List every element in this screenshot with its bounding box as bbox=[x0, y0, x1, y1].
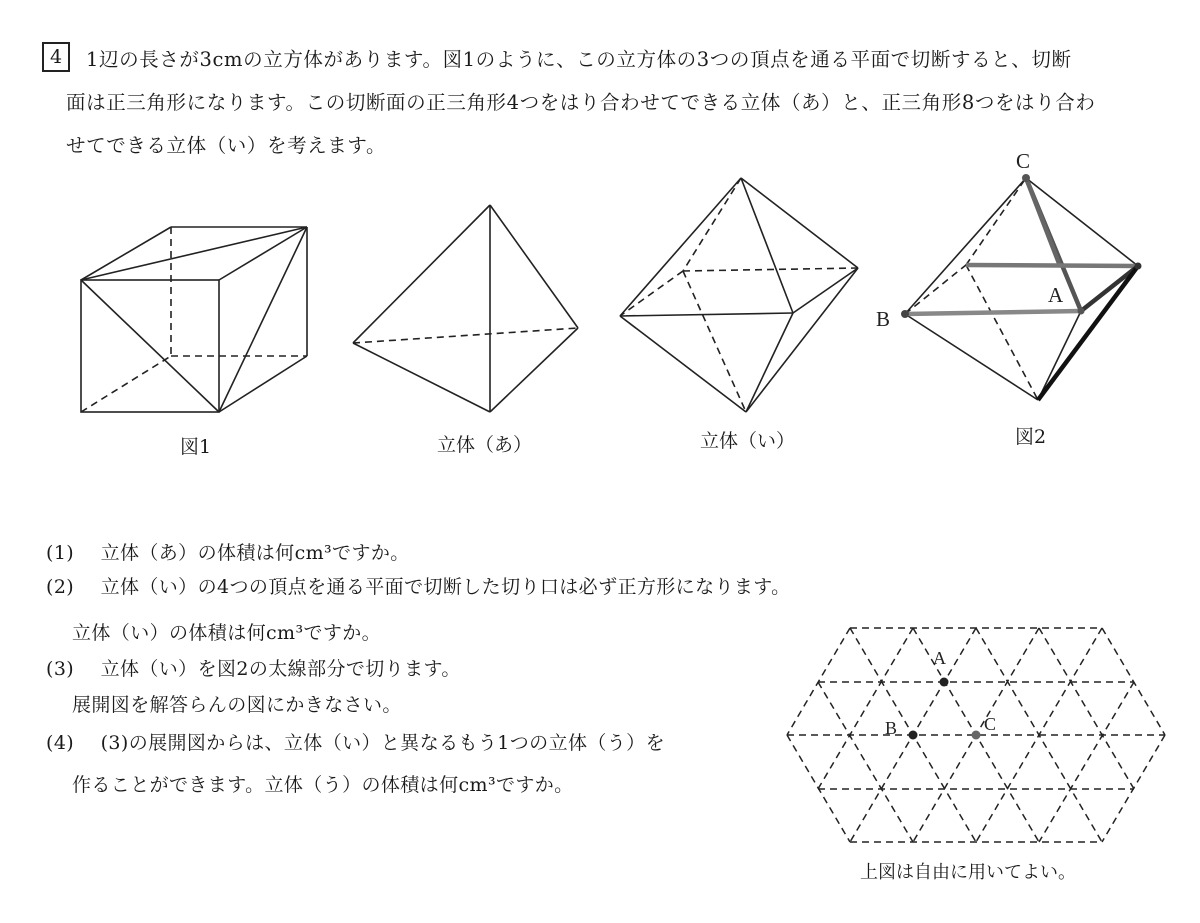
q4-line-1: (3)の展開図からは、立体（い）と異なるもう1つの立体（う）を bbox=[100, 732, 665, 754]
grid-point-a bbox=[940, 678, 949, 687]
intro-line-2: 面は正三角形になります。この切断面の正三角形4つをはり合わせてできる立体（あ）と、正三角形8つをはり合わ bbox=[66, 91, 1096, 114]
q2-line-1: 立体（い）の4つの頂点を通る平面で切断した切り口は必ず正方形になります。 bbox=[100, 576, 791, 598]
grid-caption: 上図は自由に用いてよい。 bbox=[860, 862, 1076, 883]
question-2 bbox=[46, 572, 791, 599]
q4-number: (4) bbox=[46, 732, 75, 754]
grid-label-b: B bbox=[885, 718, 898, 738]
fig1-caption: 図1 bbox=[180, 436, 212, 458]
figure-1-cube bbox=[81, 227, 307, 412]
grid-label-a: A bbox=[933, 648, 946, 668]
vertex-c-dot bbox=[1022, 174, 1030, 182]
intro-line-3: せてできる立体（い）を考えます。 bbox=[66, 134, 387, 157]
solid-i-octahedron bbox=[620, 178, 858, 412]
q2-line-2: 立体（い）の体積は何cm³ですか。 bbox=[72, 622, 382, 644]
question-1 bbox=[46, 538, 410, 565]
vertex-a-dot bbox=[1078, 308, 1085, 315]
fig2-label-a: A bbox=[1048, 283, 1064, 307]
q3-line-1: 立体（い）を図2の太線部分で切ります。 bbox=[100, 658, 461, 680]
problem-number: 4 bbox=[42, 42, 70, 72]
grid-point-b bbox=[909, 731, 918, 740]
grid-point-c bbox=[972, 731, 981, 740]
q2-number: (2) bbox=[46, 576, 75, 598]
q1-number: (1) bbox=[46, 542, 75, 564]
solid-a-tetrahedron bbox=[353, 205, 578, 412]
vertex-b-dot bbox=[901, 310, 909, 318]
grid-label-c: C bbox=[984, 714, 997, 734]
q3-line-2: 展開図を解答らんの図にかきなさい。 bbox=[72, 694, 402, 716]
figure-2-octahedron bbox=[901, 174, 1142, 400]
solid-i-caption: 立体（い） bbox=[700, 430, 796, 452]
q1-text: 立体（あ）の体積は何cm³ですか。 bbox=[100, 542, 410, 564]
intro-line-1: 1辺の長さが3cmの立方体があります。図1のように、この立方体の3つの頂点を通る平面で切断すると、切断 bbox=[86, 48, 1072, 71]
solid-a-caption: 立体（あ） bbox=[437, 434, 533, 456]
question-3 bbox=[46, 654, 461, 681]
fig2-caption: 図2 bbox=[1015, 426, 1047, 448]
fig2-label-b: B bbox=[876, 307, 891, 331]
q4-line-2: 作ることができます。立体（う）の体積は何cm³ですか。 bbox=[72, 774, 574, 796]
question-4 bbox=[46, 728, 665, 755]
fig2-label-c: C bbox=[1016, 149, 1031, 173]
q3-number: (3) bbox=[46, 658, 75, 680]
